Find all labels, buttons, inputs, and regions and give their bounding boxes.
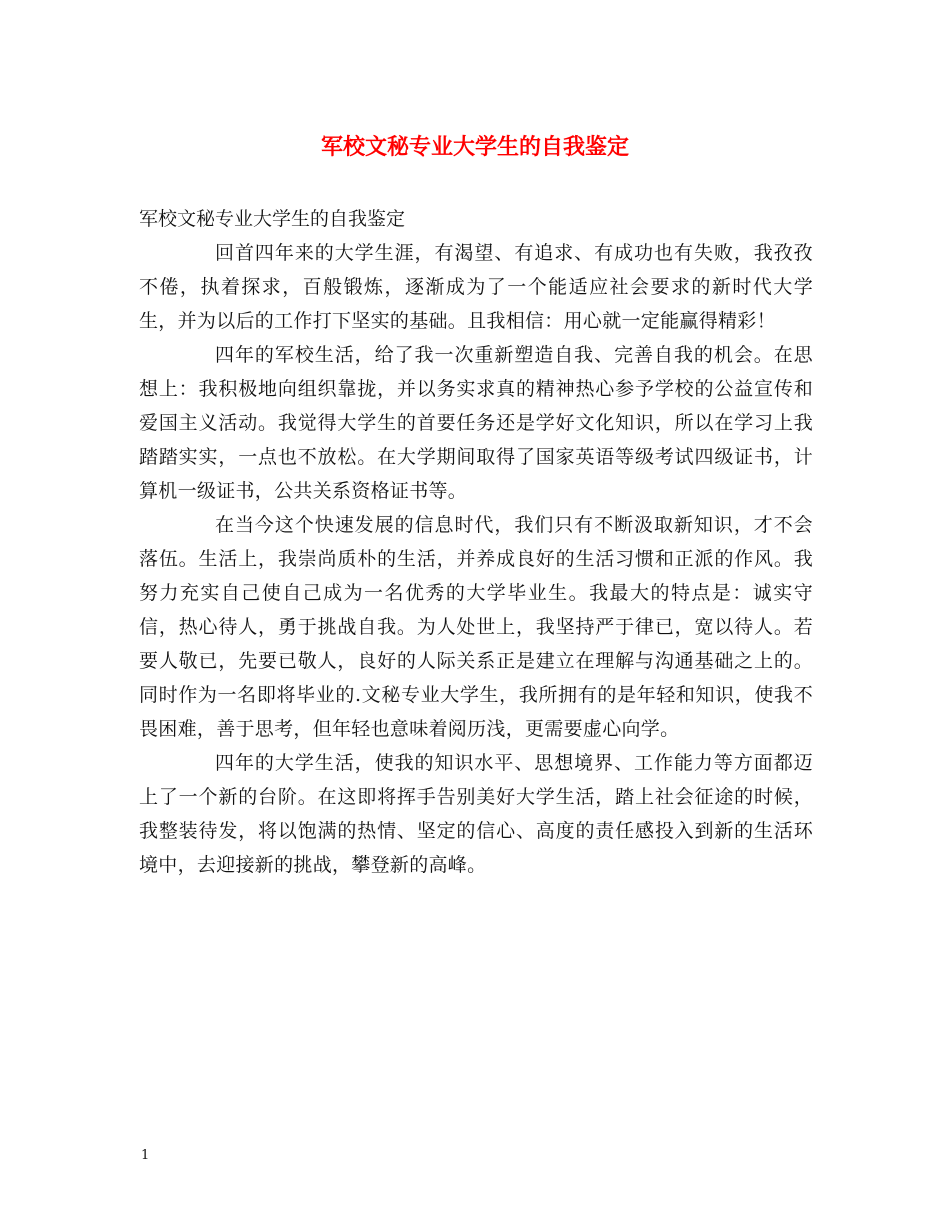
paragraph-1: 回首四年来的大学生涯，有渴望、有追求、有成功也有失败，我孜孜不倦，执着探求，百般锻炼，逐渐成为了一个能适应社会要求的新时代大学生，并为以后的工作打下坚实的基础。且我相信：用心就一定能赢得精彩！ xyxy=(139,242,813,332)
document-body xyxy=(139,202,813,882)
paragraph-4: 四年的大学生活，使我的知识水平、思想境界、工作能力等方面都迈上了一个新的台阶。在这即将挥手告别美好大学生活，踏上社会征途的时候，我整装待发，将以饱满的热情、坚定的信心、高度的责任感投入到新的生活环境中，去迎接新的挑战，攀登新的高峰。 xyxy=(139,752,813,876)
document-subtitle: 军校文秘专业大学生的自我鉴定 xyxy=(139,208,406,230)
paragraph-2: 四年的军校生活，给了我一次重新塑造自我、完善自我的机会。在思想上：我积极地向组织靠拢，并以务实求真的精神热心参予学校的公益宣传和爱国主义活动。我觉得大学生的首要任务还是学好文化知识，所以在学习上我踏踏实实，一点也不放松。在大学期间取得了国家英语等级考试四级证书，计算机一级证书，公共关系资格证书等。 xyxy=(139,344,813,502)
document-title: 军校文秘专业大学生的自我鉴定 xyxy=(320,134,629,160)
paragraph-3: 在当今这个快速发展的信息时代，我们只有不断汲取新知识，才不会落伍。生活上，我崇尚质朴的生活，并养成良好的生活习惯和正派的作风。我努力充实自己使自己成为一名优秀的大学毕业生。我最大的特点是：诚实守信，热心待人，勇于挑战自我。为人处世上，我坚持严于律已，宽以待人。若要人敬已，先要已敬人，良好的人际关系正是建立在理解与沟通基础之上的。同时作为一名即将毕业的.文秘专业大学生，我所拥有的是年轻和知识，使我不畏困难，善于思考，但年轻也意味着阅历浅，更需要虚心向学。 xyxy=(139,514,813,740)
page-number: 1 xyxy=(141,1148,150,1163)
